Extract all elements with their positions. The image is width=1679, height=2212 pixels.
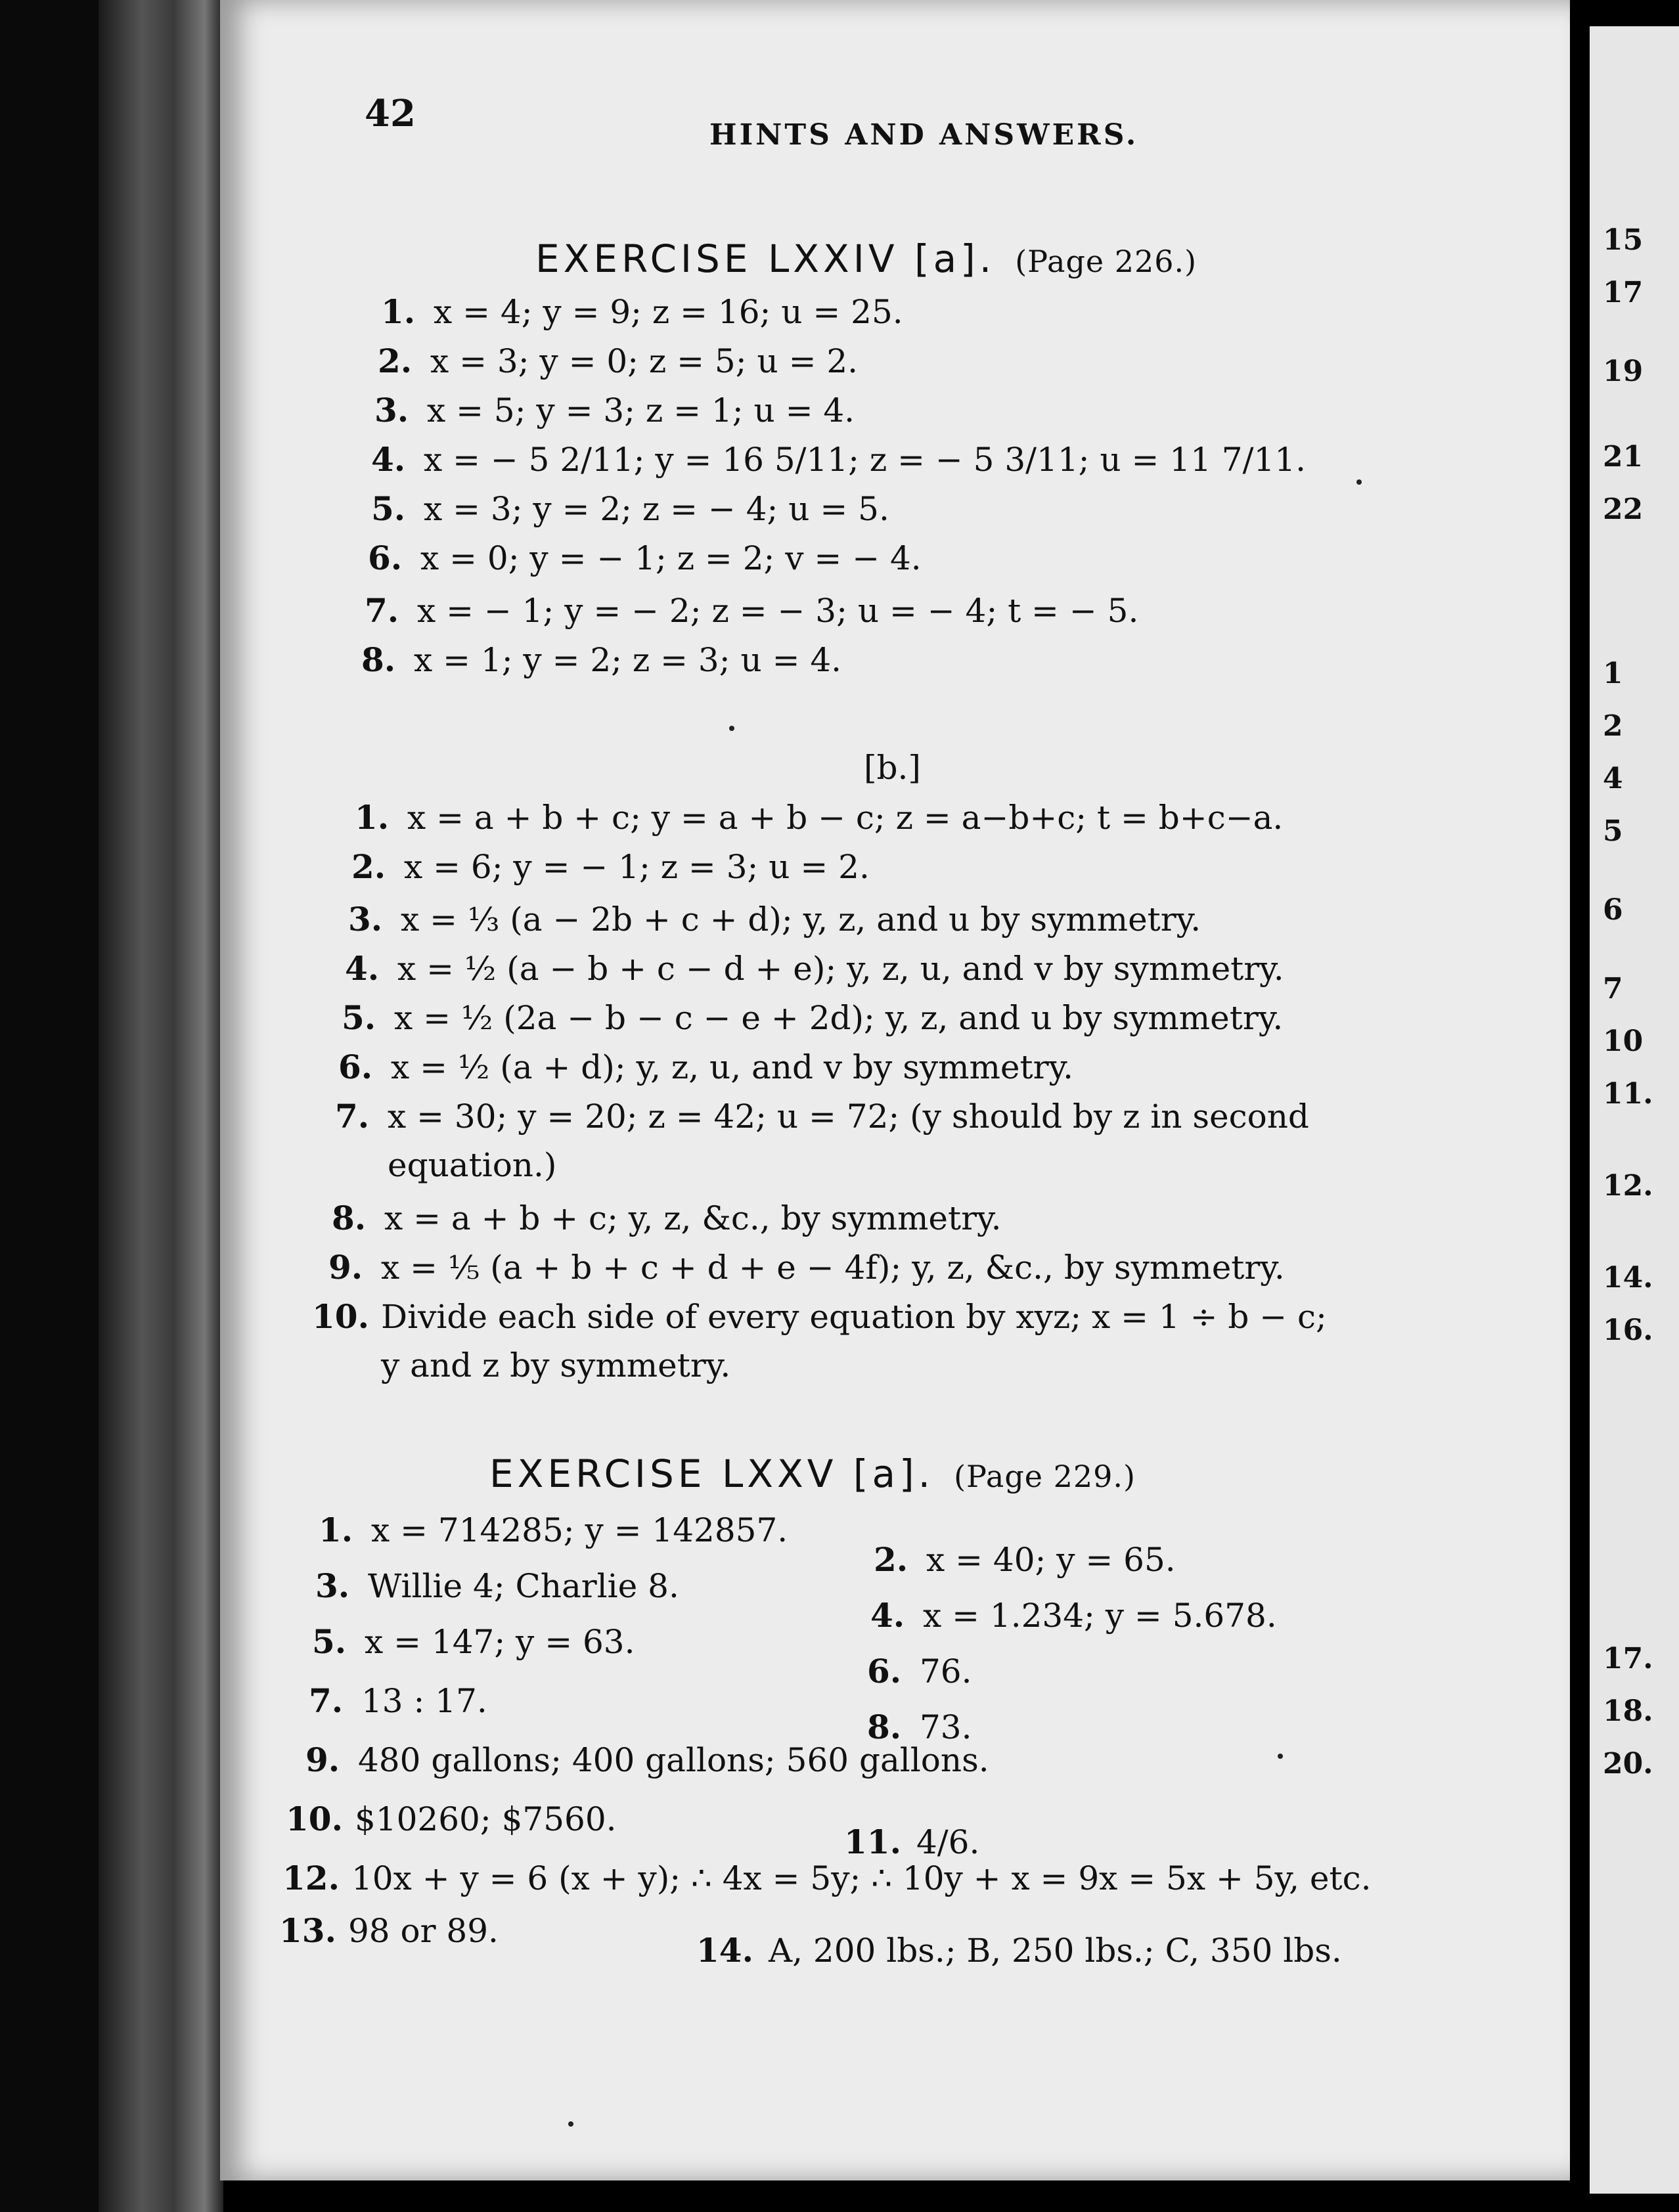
adjacent-fragment: 11. [1603, 1077, 1653, 1111]
answer-line: 2. x = 40; y = 65. [874, 1540, 1176, 1579]
answer-line: 13. 98 or 89. [279, 1911, 499, 1950]
page-number: 42 [365, 92, 416, 135]
answer-line: 5. x = ½ (2a − b − c − e + 2d); y, z, and u by symmetry. [342, 998, 1284, 1037]
exercise-74-page-ref: (Page 226.) [1015, 244, 1198, 279]
print-speck [729, 726, 734, 731]
book-page [220, 0, 1570, 2180]
print-speck [1356, 479, 1362, 485]
answer-line: 9. x = ⅕ (a + b + c + d + e − 4f); y, z, &c., by symmetry. [328, 1248, 1285, 1287]
answer-line: 4. x = − 5 2/11; y = 16 5/11; z = − 5 3/11; u = 11 7/11. [371, 440, 1306, 479]
adjacent-fragment: 4 [1603, 762, 1623, 795]
answer-line: 10. Divide each side of every equation by xyz; x = 1 ÷ b − c; [312, 1297, 1327, 1336]
answer-line: 7. 13 : 17. [309, 1681, 487, 1720]
answer-line: 1. x = 714285; y = 142857. [319, 1511, 788, 1549]
adjacent-fragment: 22 [1603, 493, 1644, 526]
answer-line: 11. 4/6. [844, 1823, 980, 1861]
answer-line: 6. x = 0; y = − 1; z = 2; v = − 4. [368, 539, 922, 577]
book-binding [99, 0, 223, 2212]
exercise-74-title [535, 236, 1197, 281]
adjacent-fragment: 15 [1603, 223, 1644, 257]
answer-line: 1. x = a + b + c; y = a + b − c; z = a−b+c; t = b+c−a. [355, 798, 1284, 837]
exercise-75-page-ref: (Page 229.) [954, 1459, 1136, 1494]
answer-line: 9. 480 gallons; 400 gallons; 560 gallons. [305, 1740, 989, 1779]
exercise-75-heading: EXERCISE LXXV [a]. [489, 1451, 935, 1496]
answer-line: 6. 76. [867, 1652, 972, 1691]
adjacent-fragment: 14. [1603, 1261, 1653, 1294]
exercise-75-title [489, 1451, 1136, 1496]
adjacent-fragment: 21 [1603, 440, 1644, 474]
answer-line: 4. x = ½ (a − b + c − d + e); y, z, u, and v by symmetry. [345, 949, 1284, 988]
exercise-74-heading: EXERCISE LXXIV [a]. [535, 236, 996, 281]
adjacent-fragment: 6 [1603, 893, 1623, 927]
answer-line: 8. x = a + b + c; y, z, &c., by symmetry. [332, 1199, 1002, 1237]
adjacent-fragment: 2 [1603, 709, 1623, 743]
answer-line: 10. $10260; $7560. [286, 1800, 617, 1838]
answer-line-continuation: y and z by symmetry. [381, 1346, 731, 1384]
answer-line: 5. x = 147; y = 63. [312, 1622, 635, 1661]
answer-line-continuation: equation.) [388, 1146, 557, 1184]
answer-line: 7. x = − 1; y = − 2; z = − 3; u = − 4; t = − 5. [365, 591, 1139, 630]
adjacent-fragment: 18. [1603, 1694, 1653, 1728]
adjacent-fragment: 17 [1603, 276, 1644, 309]
answer-line: 2. x = 3; y = 0; z = 5; u = 2. [378, 342, 859, 380]
print-speck [1278, 1754, 1283, 1759]
answer-line: 8. 73. [867, 1708, 972, 1746]
answer-line: 3. Willie 4; Charlie 8. [315, 1566, 679, 1605]
answer-line: 14. A, 200 lbs.; B, 250 lbs.; C, 350 lbs. [696, 1931, 1342, 1970]
background-dark-edge [0, 0, 99, 2212]
adjacent-fragment: 12. [1603, 1169, 1653, 1203]
adjacent-fragment: 7 [1603, 972, 1623, 1006]
answer-line: 1. x = 4; y = 9; z = 16; u = 25. [381, 292, 903, 331]
adjacent-fragment: 20. [1603, 1747, 1653, 1781]
answer-line: 6. x = ½ (a + d); y, z, u, and v by symmetry. [338, 1048, 1074, 1086]
adjacent-page-edge [1590, 26, 1679, 2194]
answer-line: 3. x = ⅓ (a − 2b + c + d); y, z, and u by symmetry. [348, 900, 1201, 939]
adjacent-fragment: 19 [1603, 355, 1644, 388]
answer-line: 2. x = 6; y = − 1; z = 3; u = 2. [351, 847, 870, 886]
adjacent-fragment: 16. [1603, 1314, 1653, 1347]
answer-line: 5. x = 3; y = 2; z = − 4; u = 5. [371, 489, 889, 528]
answer-line: 12. 10x + y = 6 (x + y); ∴ 4x = 5y; ∴ 10y + x = 9x = 5x + 5y, etc. [282, 1859, 1372, 1897]
adjacent-fragment: 17. [1603, 1642, 1653, 1675]
print-speck [568, 2121, 573, 2127]
adjacent-fragment: 10 [1603, 1025, 1644, 1058]
answer-line: 7. x = 30; y = 20; z = 42; u = 72; (y should by z in second [335, 1097, 1309, 1136]
answer-line: 3. x = 5; y = 3; z = 1; u = 4. [374, 391, 855, 430]
answer-line: 8. x = 1; y = 2; z = 3; u = 4. [361, 640, 842, 679]
exercise-74-sub-b-label: [b.] [864, 749, 921, 787]
adjacent-fragment: 5 [1603, 814, 1623, 848]
answer-line: 4. x = 1.234; y = 5.678. [870, 1596, 1277, 1635]
running-head: HINTS AND ANSWERS. [709, 118, 1139, 152]
adjacent-fragment: 1 [1603, 657, 1623, 690]
